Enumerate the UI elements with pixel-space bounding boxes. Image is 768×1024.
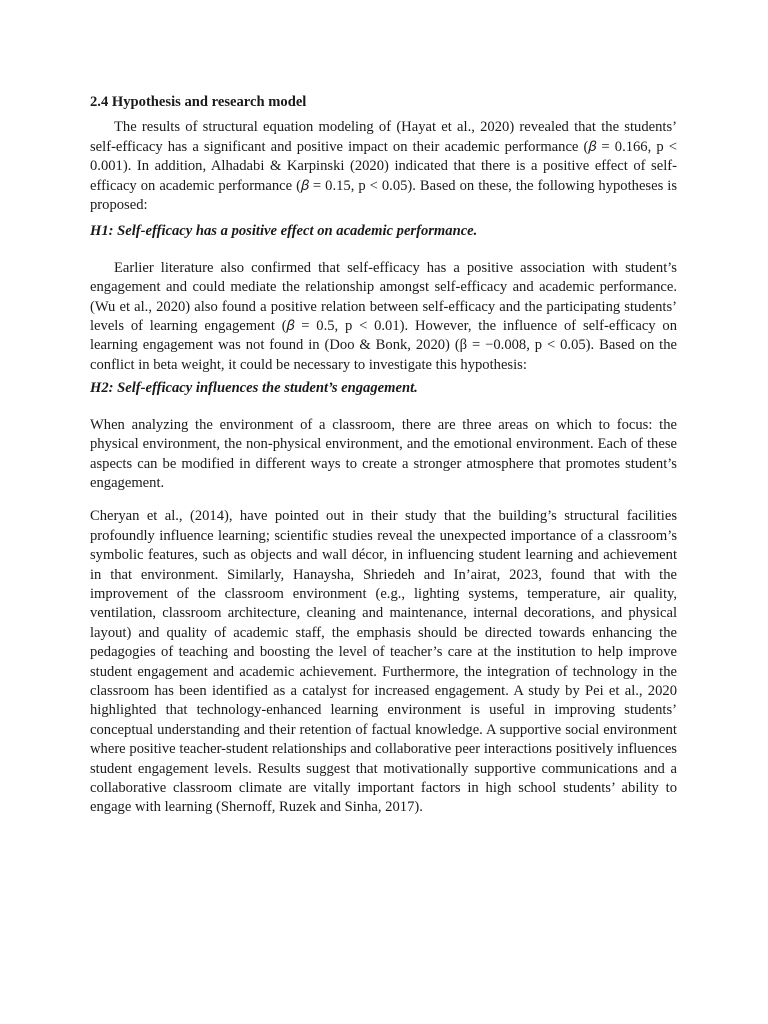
- paragraph-self-efficacy-engagement: Earlier literature also confirmed that self-efficacy has a positive association with student’s engagement and could mediate the relationship amongst self-efficacy and academic performance. (Wu et al., 2020) also found a positive relation between self-efficacy and the participating students’ levels of learning engagement (𝛽 = 0.5, p < 0.01). However, the influence of self-efficacy on learning engagement was not found in (Doo & Bonk, 2020) (β = −0.008, p < 0.05). Based on the conflict in beta weight, it could be necessary to investigate this hypothesis:: [90, 259, 677, 373]
- section-heading: 2.4 Hypothesis and research model: [90, 94, 307, 110]
- paragraph-structural-facilities: Cheryan et al., (2014), have pointed out in their study that the building’s structural facilities profoundly influence learning; scientific studies reveal the unexpected importance of a classroom’s symbolic features, such as objects and wall décor, in influencing student learning and achievement in that environment. Similarly, Hanaysha, Shriedeh and In’airat, 2023, found that with the improvement of the classroom environment (e.g., lighting systems, temperature, air quality, ventilation, classroom architecture, cleaning and maintenance, internal decorations, and physical layout) and quality of academic staff, the emphasis should be directed towards enhancing the pedagogies of teaching and boosting the level of teacher’s care at the institution to help improve student engagement and academic achievement. Furthermore, the integration of technology in the classroom has been identified as a catalyst for increased engagement. A study by Pei et al., 2020 highlighted that technology-enhanced learning environment is useful in improving students’ conceptual understanding and their retention of factual knowledge. A supportive social environment where positive teacher-student relationships and collaborative peer interactions positively influences student engagement levels. Results suggest that motivationally supportive communications and a collaborative classroom climate are vitally important factors in high school students’ ability to engage with learning (Shernoff, Ruzek and Sinha, 2017).: [90, 508, 677, 816]
- paragraph-self-efficacy-performance: The results of structural equation modeling of (Hayat et al., 2020) revealed that the students’ self-efficacy has a significant and positive impact on their academic performance (𝛽 = 0.166, p < 0.001). In addition, Alhadabi & Karpinski (2020) indicated that there is a positive effect of self-efficacy on academic performance (𝛽 = 0.15, p < 0.05). Based on these, the following hypotheses is proposed:: [90, 119, 677, 214]
- hypothesis-h1: H1: Self-efficacy has a positive effect on academic performance.: [90, 223, 478, 240]
- hypothesis-h2: H2: Self-efficacy influences the student’s engagement.: [90, 380, 418, 397]
- document-page: [90, 93, 677, 818]
- paragraph-classroom-environment: When analyzing the environment of a classroom, there are three areas on which to focus: the physical environment, the non-physical environment, and the emotional environment. Each of these aspects can be modified in different ways to create a stronger atmosphere that promotes student’s engagement.: [90, 416, 677, 491]
